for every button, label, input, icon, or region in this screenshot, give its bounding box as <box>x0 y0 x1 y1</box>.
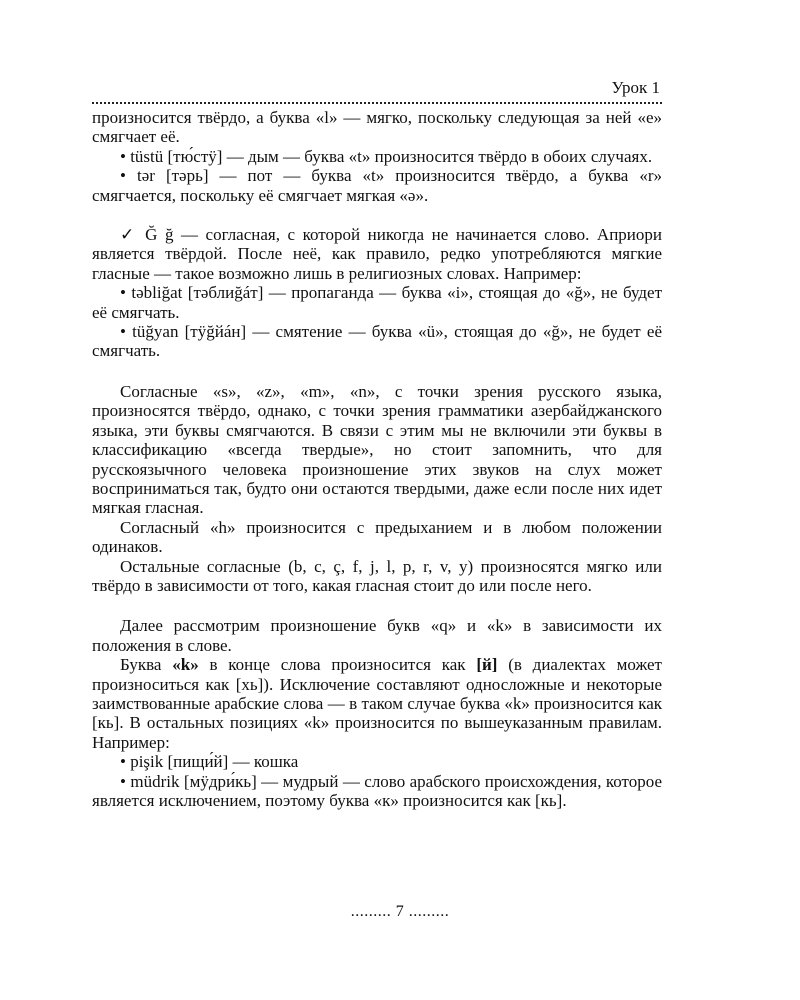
example-item: • tər [тәрь] — пот — буква «t» произносится твёрдо, а буква «r» смягчается, поскольку её смягчает мягкая «ə». <box>92 166 662 205</box>
example-item: • müdrik [мӱдри́кь] — мудрый — слово арабского происхождения, которое является исключением, поэтому буква «к» произносится как [кь]. <box>92 772 662 811</box>
page-header <box>92 78 662 102</box>
text-block <box>92 108 662 810</box>
paragraph: Согласный «h» произносится с предыханием и в любом положении одинаков. <box>92 517 662 557</box>
paragraph: Далее рассмотрим произношение букв «q» и «k» в зависимости их положения в слове. <box>92 616 662 655</box>
text-run: в конце слова произносится как <box>198 655 477 675</box>
text-run: Буква <box>120 655 173 675</box>
paragraph: Согласные «s», «z», «m», «n», с точки зрения русского языка, произносятся твёрдо, однако, с точки зрения грамматики азербайджанского языка, эти буквы смягчаются. В связи с этим мы не включили эти буквы в классификацию «всегда твердые», но стоит запомнить, что для русскоязычного человека произношение этих звуков на слух может восприниматься так, будто они остаются твердыми, даже если после них идет мягкая гласная. <box>92 381 662 518</box>
letter-k-bold: «k» <box>172 655 199 675</box>
lesson-title: Урок 1 <box>611 78 660 97</box>
spacer <box>92 595 662 616</box>
example-item: • tüğyan [тӱğйáн] — смятение — буква «ü», стоящая до «ğ», не будет её смягчать. <box>92 322 662 361</box>
sound-y-bold: [й] <box>476 655 498 675</box>
letter-rule: ✓ Ğ ğ — согласная, с которой никогда не начинается слово. Априори является твёрдой. После неё, как правило, редко употребляются мягкие гласные — такое возможно лишь в религиозных словах. Например: <box>92 225 662 283</box>
page-body <box>92 78 662 810</box>
header-divider <box>92 102 662 104</box>
paragraph: произносится твёрдо, а буква «l» — мягко, поскольку следующая за ней «e» смягчает её. <box>92 108 662 147</box>
page-number: ......... 7 ......... <box>350 903 450 920</box>
spacer <box>92 361 662 382</box>
example-item: • tüstü [тю́стӱ] — дым — буква «t» произносится твёрдо в обоих случаях. <box>92 147 662 166</box>
paragraph <box>92 655 662 752</box>
spacer <box>92 205 662 225</box>
text-run: (в диалектах может произноситься как [хь]). Исключение составляют односложные и некоторые заимствованные арабские слова — в таком случае буква «k» произносится как [кь]. В остальных позициях «k» произносится по вышеуказанным правилам. Например: <box>92 655 662 752</box>
paragraph: Остальные согласные (b, c, ç, f, j, l, p, r, v, y) произносятся мягко или твёрдо в зависимости от того, какая гласная стоит до или после него. <box>92 556 662 595</box>
example-item: • pişik [пищи́й] — кошка <box>92 752 662 771</box>
example-item: • təbliğat [тәблиğáт] — пропаганда — буква «i», стоящая до «ğ», не будет её смягчать. <box>92 283 662 322</box>
